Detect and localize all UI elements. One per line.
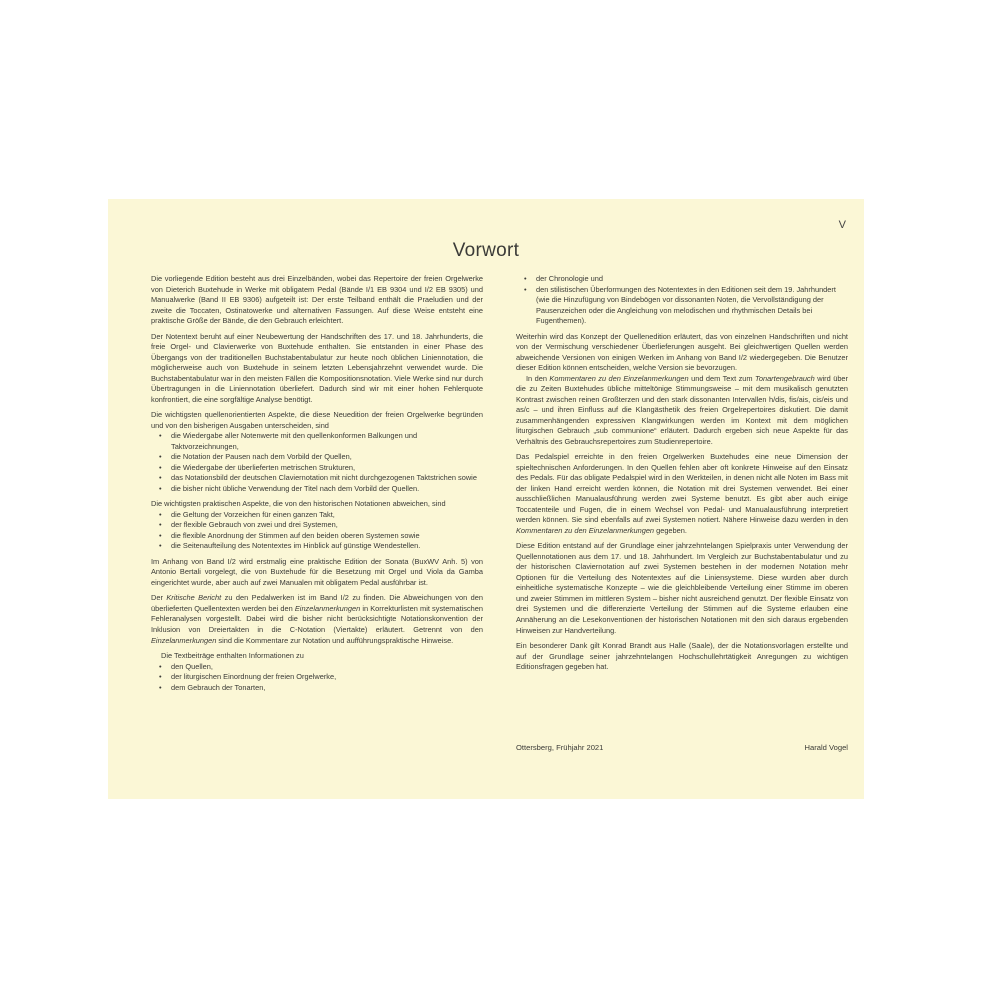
paragraph (516, 374, 848, 448)
paragraph: Der Notentext beruht auf einer Neubewertung der Handschriften des 17. und 18. Jahrhunderts, die freie Orgel- und Clavierwerke von Buxtehude enthalten. Sie entstanden in einer Phase des Übergangs von der traditionellen Buchstabentabulatur zur heute noch üblichen Liniennotation, die möglicherweise auch von Buxtehude in seinem letzten Lebensjahrzehnt verwendet wurde. Die Buchstabentabulatur war in den meisten Fällen die Kompositionsnotation. Viele Werke sind nur durch Übertragungen in die Liniennotation überliefert. Dadurch sind wir mit einer hohen Fehlerquote konfrontiert, die eine sorgfältige Analyse benötigt. (151, 331, 483, 404)
paragraph: Weiterhin wird das Konzept der Quellenedition erläutert, das von einzelnen Handschriften und nicht von der Vermischung verschiedener Überlieferungen ausgeht. Bei gleichwertigen Quellen werden abweichende Versionen von einigen Werken im Anhang von Band I/2 wiedergegeben. Die Benutzer dieser Edition können entscheiden, welche Version sie bevorzugen. (516, 331, 848, 373)
list-item: • die Seitenaufteilung des Notentextes im Hinblick auf günstige Wendestellen. (151, 541, 483, 552)
page-title: Vorwort (452, 240, 520, 261)
italic-term: Kritische Bericht (166, 593, 222, 603)
signature-line (516, 743, 848, 752)
paragraph (516, 452, 848, 536)
text-run: In den (526, 373, 550, 383)
list-item: • die bisher nicht übliche Verwendung der Titel nach dem Vorbild der Quellen. (151, 484, 483, 495)
paragraph (151, 593, 483, 646)
text-run: zu den Pedalwerken ist im Band I/2 zu finden. Die Abweichungen von den überlieferten Quellentexten werden bei den (151, 593, 483, 613)
left-column (151, 274, 483, 698)
list-item: • die flexible Anordnung der Stimmen auf den beiden oberen Systemen sowie (151, 531, 483, 542)
page-number: V (838, 219, 846, 231)
list-item: • der liturgischen Einordnung der freien Orgelwerke, (151, 672, 483, 683)
text-run: Das Pedalspiel erreichte in den freien Orgelwerken Buxtehudes eine neue Dimension der spieltechnischen Anforderungen. In den Quellen fehlen aber oft konkrete Hinweise auf den Einsatz des Pedals. Für das obligate Pedalspiel wird in den Werkteilen, in denen nicht alle Noten im Bass mit der linken Hand erreicht werden können, die Notation mit drei Systemen verwendet. Bei einer ausschließlichen Manualausführung werden zwei Systeme benutzt. Es gibt aber auch einige Toccatenteile und Fugen, die in einem Wechsel von Pedal- und Manualausführung interpretiert werden können. Sie sind ebenfalls auf zwei Systemen notiert. Nähere Hinweise dazu werden in den (516, 452, 848, 525)
list-item: • der Chronologie und (516, 274, 848, 285)
list-item: • die Wiedergabe aller Notenwerte mit den quellenkonformen Balkungen und Taktvorzeichnungen, (151, 431, 483, 452)
list-item: • die Notation der Pausen nach dem Vorbild der Quellen, (151, 452, 483, 463)
paragraph: Ein besonderer Dank gilt Konrad Brandt aus Halle (Saale), der die Notationsvorlagen erstellte und auf der Grundlage seiner jahrzehntelangen Hochschullehrtätigkeit Anregungen zu wichtigen Editionsfragen gegeben hat. (516, 641, 848, 672)
bullet-list (151, 510, 483, 552)
author-name: Harald Vogel (804, 743, 848, 752)
paragraph: Die wichtigsten quellenorientierten Aspekte, die diese Neuedition der freien Orgelwerke begründen und von den bisherigen Ausgaben unterscheiden, sind (151, 410, 483, 430)
right-column (516, 274, 848, 678)
italic-term: Einzelanmerkungen (294, 603, 361, 613)
italic-term: Kommentaren zu den Einzelanmerkungen (516, 525, 655, 535)
italic-term: Einzelanmerkungen (151, 635, 217, 645)
paragraph: Diese Edition entstand auf der Grundlage einer jahrzehntelangen Spielpraxis unter Verwendung der Quellennotationen aus dem 17. und 18. Jahrhundert. Im Vergleich zur Buchstabentabulatur und zu der historischen Claviernotation auf zwei Systemen bestehen in der modernen Notation mehr Optionen für die Verteilung des Notentextes auf die Liniensysteme. Diese wurden aber durch einheitliche systematische Konzepte – wie die gleichbleibende Verteilung einer Stimme im oberen und zweier Stimmen im mittleren System – bisher nicht ausreichend genutzt. Der flexible Einsatz von drei Systemen und die differenzierte Verteilung der Stimmen auf die Systeme erlauben eine Annäherung an die Lesekonventionen der historischen Notationen mit den sich daraus ergebenden Hinweisen zur Handverteilung. (516, 541, 848, 635)
text-run: Der (151, 593, 167, 603)
text-run: gegeben. (654, 525, 687, 535)
paragraph: Im Anhang von Band I/2 wird erstmalig eine praktische Edition der Sonata (BuxWV Anh. 5) von Antonio Bertali vorgelegt, die von Buxtehude für die Besetzung mit Orgel und Viola da Gamba eingerichtet wurde, aber auch auf zwei Manualen mit obligatem Pedal ausführbar ist. (151, 556, 483, 587)
paragraph: Die vorliegende Edition besteht aus drei Einzelbänden, wobei das Repertoire der freien Orgelwerke von Dieterich Buxtehude in Werke mit obligatem Pedal (Bände I/1 EB 9304 und I/2 EB 9305) und Manualwerke (Band II EB 9306) aufgeteilt ist: Der erste Teilband enthält die Praeludien und der zweite die Toccaten, Ostinatowerke und alternativen Fassungen. Auf diese Weise entsteht eine praktische Größe der Bände, die den Gebrauch erleichtert. (151, 274, 483, 326)
text-run: und dem Text zum (688, 373, 756, 383)
paragraph: Die Textbeiträge enthalten Informationen zu (161, 651, 304, 661)
text-run: sind die Kommentare zur Notation und aufführungspraktische Hinweise. (216, 635, 454, 645)
list-item: • die Wiedergabe der überlieferten metrischen Strukturen, (151, 463, 483, 474)
text-run: wird über die zu Zeiten Buxtehudes übliche mitteltönige Stimmungsweise – mit dem musikalisch genutzten Kontrast zwischen reinen Großterzen und den stark dissonanten Intervallen h/dis, fis/ais, cis/eis und as/c – und ihren Einfluss auf die Klangästhetik des freien Orgelrepertoires diskutiert. Die damit zusammenhängenden expressiven Klangwirkungen werden im Kontext mit dem möglichen liturgischen Gebrauch „sub communione“ erläutert. Dadurch ergeben sich neue Aspekte für das Verhältnis des Gebrauchsrepertoires zum Studienrepertoire. (516, 373, 848, 446)
place-date: Ottersberg, Frühjahr 2021 (516, 743, 604, 752)
paragraph: Die wichtigsten praktischen Aspekte, die von den historischen Notationen abweichen, sind (151, 499, 446, 509)
list-item: • den Quellen, (151, 662, 483, 673)
text-run: in Korrekturlisten mit systematischen Fehleranalysen vorgestellt. Dabei wird die bisher nicht berücksichtigte Notationskonvention der Inklusion von Dreiertakten in die C-Notation (Viertakte) erläutert. Getrennt von den (151, 603, 483, 634)
list-item: • das Notationsbild der deutschen Claviernotation mit nicht durchgezogenen Taktstrichen sowie (151, 473, 483, 484)
italic-term: Tonartengebrauch (755, 373, 815, 383)
list-item: • der flexible Gebrauch von zwei und drei Systemen, (151, 520, 483, 531)
bullet-list (151, 431, 483, 494)
italic-term: Kommentaren zu den Einzelanmerkungen (549, 373, 689, 383)
bullet-list (516, 274, 848, 327)
list-item: • dem Gebrauch der Tonarten, (151, 683, 483, 694)
bullet-list (151, 662, 483, 694)
document-page (108, 199, 864, 799)
list-item: • den stilistischen Überformungen des Notentextes in den Editionen seit dem 19. Jahrhundert (wie die Hinzufügung von Bindebögen vor dissonanten Noten, die Vervollständigung der Pausenzeichen oder die Angleichung von melodischen und rhythmischen Details bei Fugenthemen). (516, 285, 848, 327)
list-item: • die Geltung der Vorzeichen für einen ganzen Takt, (151, 510, 483, 521)
